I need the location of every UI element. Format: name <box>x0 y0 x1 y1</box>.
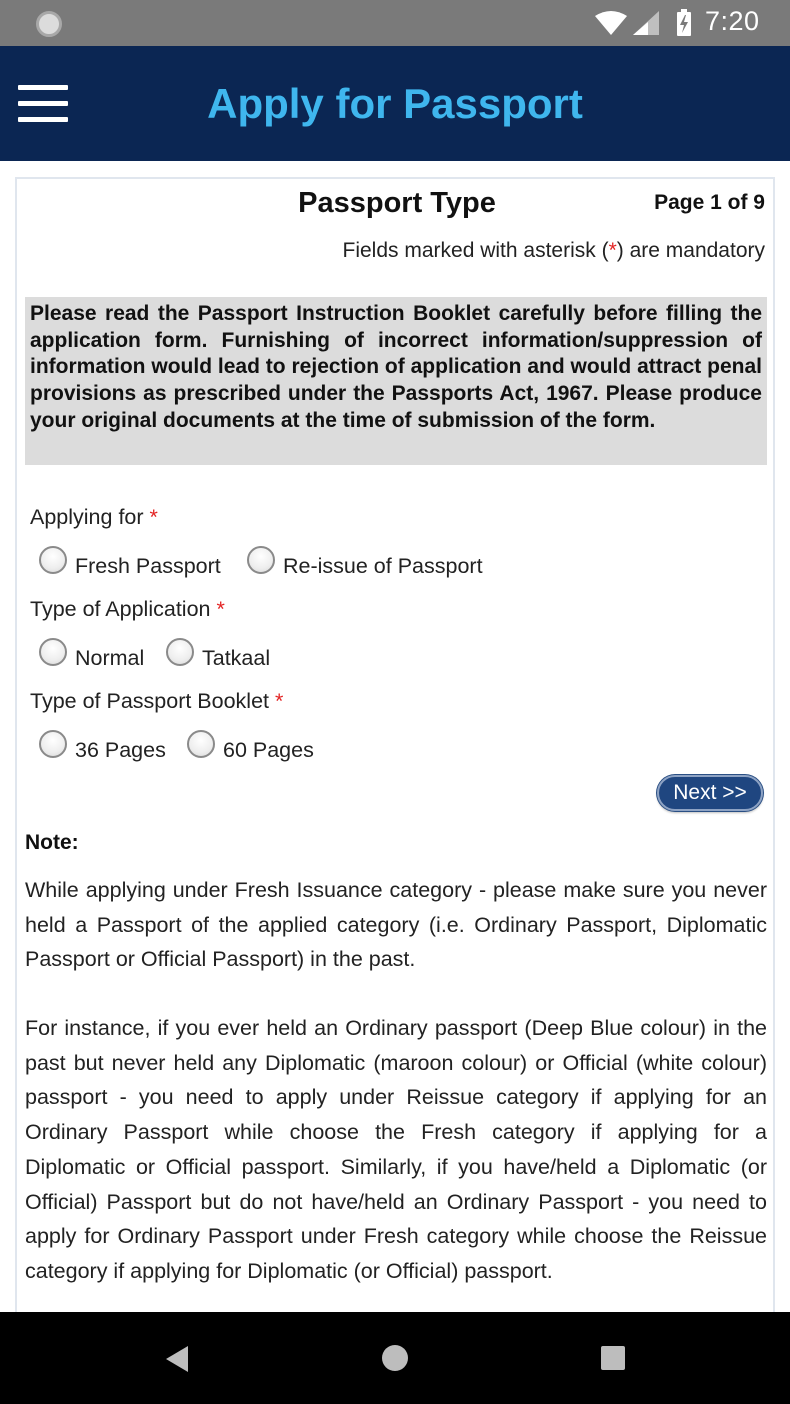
required-asterisk: * <box>608 239 617 262</box>
wifi-icon <box>594 10 628 36</box>
radio-button-icon[interactable] <box>39 638 67 666</box>
radio-button-icon[interactable] <box>247 546 275 574</box>
section-title: Passport Type <box>298 187 496 219</box>
mandatory-note <box>343 239 766 263</box>
radio-tatkaal[interactable] <box>166 638 296 672</box>
required-asterisk: * <box>275 689 284 713</box>
radio-label: Tatkaal <box>202 646 271 670</box>
recent-apps-icon[interactable] <box>601 1346 625 1370</box>
radio-reissue-passport[interactable] <box>247 546 507 580</box>
app-bar <box>0 46 790 161</box>
radio-button-icon[interactable] <box>187 730 215 758</box>
radio-button-icon[interactable] <box>39 730 67 758</box>
radio-60-pages[interactable] <box>187 730 327 764</box>
form-container <box>15 177 775 1317</box>
battery-charging-icon <box>676 9 692 37</box>
mandatory-note-prefix: Fields marked with asterisk ( <box>342 239 609 262</box>
signal-icon <box>632 10 660 36</box>
instruction-warning: Please read the Passport Instruction Booklet carefully before filling the application form. Furnishing of incorrect information/suppression of information would lead to rejection of application and would attract penal provisions as prescribed under the Passports Act, 1967. Please produce your original documents at the time of submission of the form. <box>25 297 767 465</box>
radio-label: Fresh Passport <box>75 554 221 578</box>
radio-button-icon[interactable] <box>39 546 67 574</box>
navigation-bar <box>0 1312 790 1404</box>
app-title: Apply for Passport <box>207 80 583 127</box>
note-paragraph: For instance, if you ever held an Ordinary passport (Deep Blue colour) in the past but never held any Diplomatic (maroon colour) or Official (white colour) passport - you need to apply under Reissue category if applying for an Ordinary Passport while choose the Fresh category if applying for a Diplomatic or Official passport. Similarly, if you have/held a Diplomatic (or Official) Passport but do not have/held an Ordinary Passport - you need to apply for Ordinary Passport under Fresh category while choose the Reissue category if applying for Diplomatic (or Official) passport. <box>25 1016 767 1283</box>
required-asterisk: * <box>216 597 225 621</box>
type-of-application-label-text: Type of Application <box>30 597 211 621</box>
radio-label: Re-issue of Passport <box>283 554 483 578</box>
required-asterisk: * <box>149 505 158 529</box>
radio-button-icon[interactable] <box>166 638 194 666</box>
radio-label: 36 Pages <box>75 738 166 762</box>
applying-for-label-text: Applying for <box>30 505 144 529</box>
passport-booklet-label <box>30 689 283 714</box>
radio-label: Normal <box>75 646 145 670</box>
back-icon[interactable] <box>164 1344 190 1374</box>
applying-for-label <box>30 505 158 530</box>
type-of-application-label <box>30 597 225 622</box>
notification-icon <box>36 11 62 37</box>
radio-normal[interactable] <box>39 638 164 672</box>
mandatory-note-suffix: ) are mandatory <box>616 239 765 262</box>
status-bar <box>0 0 790 46</box>
note-paragraph: While applying under Fresh Issuance category - please make sure you never held a Passport of the applied category (i.e. Ordinary Passport, Diplomatic Passport or Official Passport) in the past. <box>25 878 767 972</box>
next-button[interactable]: Next >> <box>657 775 763 811</box>
passport-booklet-label-text: Type of Passport Booklet <box>30 689 270 713</box>
note-label: Note: <box>25 831 79 854</box>
page-indicator: Page 1 of 9 <box>654 191 765 214</box>
radio-36-pages[interactable] <box>39 730 179 764</box>
status-time: 7:20 <box>705 6 760 36</box>
home-icon[interactable] <box>382 1345 408 1371</box>
radio-fresh-passport[interactable] <box>39 546 239 580</box>
radio-label: 60 Pages <box>223 738 314 762</box>
